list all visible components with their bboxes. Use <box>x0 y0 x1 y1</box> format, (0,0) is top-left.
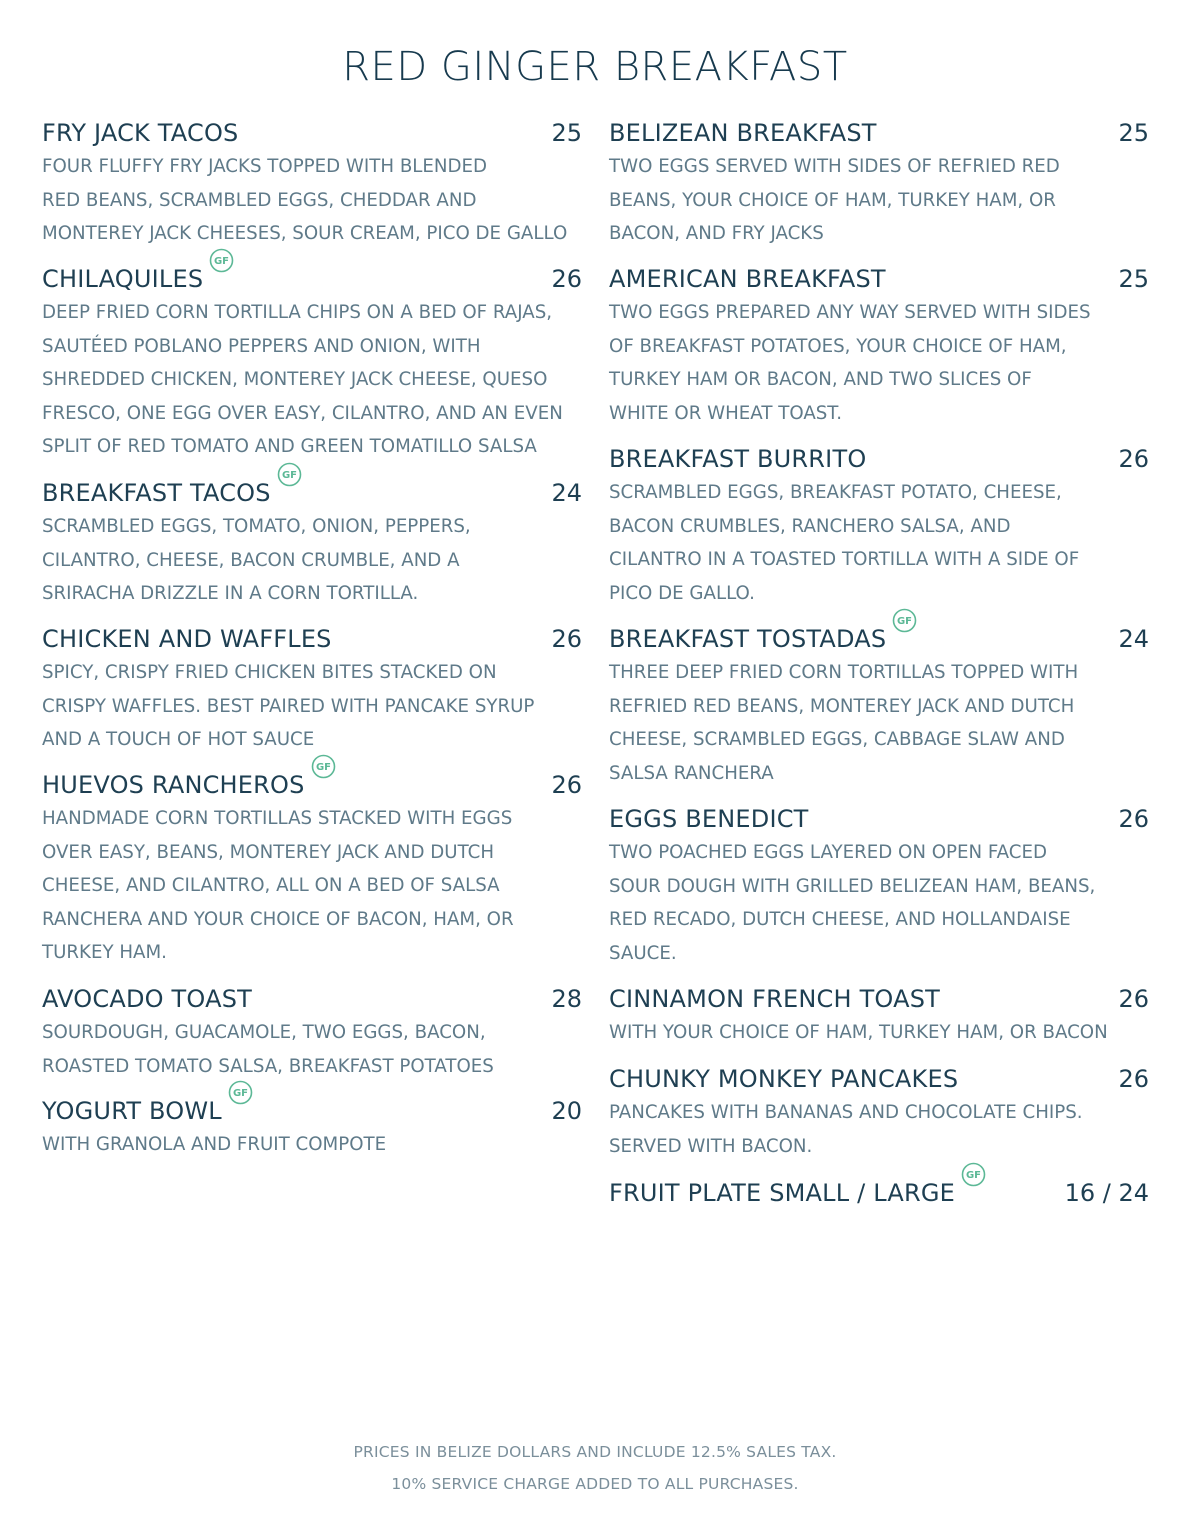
gluten-free-icon <box>228 1080 253 1105</box>
menu-item <box>42 256 582 464</box>
svg-text:GF: GF <box>214 256 230 268</box>
item-name: BREAKFAST TOSTADAS <box>609 625 887 653</box>
svg-text:GF: GF <box>897 616 913 628</box>
item-description: DEEP FRIED CORN TORTILLA CHIPS ON A BED OF RAJAS, SAUTÉED POBLANO PEPPERS AND ONION, WITH SHREDDED CHICKEN, MONTEREY JACK CHEESE, QUESO FRESCO, ONE EGG OVER EASY, CILANTRO, AND AN EVEN SPLIT OF RED TOMATO AND GREEN TOMATILLO SALSA <box>42 302 563 458</box>
item-price: 28 <box>551 985 582 1013</box>
item-name: BREAKFAST BURRITO <box>609 445 867 473</box>
footer-tax-note: PRICES IN BELIZE DOLLARS AND INCLUDE 12.5% SALES TAX. <box>353 1443 837 1461</box>
item-price: 20 <box>551 1097 582 1125</box>
item-name: CHUNKY MONKEY PANCAKES <box>609 1065 959 1093</box>
menu-item <box>42 762 582 970</box>
item-name: CHICKEN AND WAFFLES <box>42 625 332 653</box>
item-description: SOURDOUGH, GUACAMOLE, TWO EGGS, BACON, ROASTED TOMATO SALSA, BREAKFAST POTATOES <box>42 1022 494 1077</box>
item-description: SPICY, CRISPY FRIED CHICKEN BITES STACKED ON CRISPY WAFFLES. BEST PAIRED WITH PANCAKE SYRUP AND A TOUCH OF HOT SAUCE <box>42 662 535 751</box>
item-name: EGGS BENEDICT <box>609 805 809 833</box>
svg-text:GF: GF <box>966 1170 982 1182</box>
menu-item <box>42 470 582 611</box>
item-description: HANDMADE CORN TORTILLAS STACKED WITH EGGS OVER EASY, BEANS, MONTEREY JACK AND DUTCH CHEESE, AND CILANTRO, ALL ON A BED OF SALSA RANCHERA AND YOUR CHOICE OF BACON, HAM, OR TURKEY HAM. <box>42 808 514 964</box>
gluten-free-icon <box>277 462 302 487</box>
item-price: 16 / 24 <box>1064 1179 1149 1207</box>
menu-item <box>609 1170 1149 1210</box>
item-name: CHILAQUILES <box>42 265 204 293</box>
svg-text:GF: GF <box>281 470 297 482</box>
item-name: AMERICAN BREAKFAST <box>609 265 886 293</box>
item-price: 25 <box>1118 119 1149 147</box>
menu-item <box>42 982 582 1083</box>
item-description: WITH GRANOLA AND FRUIT COMPOTE <box>42 1134 387 1155</box>
item-description: SCRAMBLED EGGS, BREAKFAST POTATO, CHEESE, BACON CRUMBLES, RANCHERO SALSA, AND CILANTRO IN A TOASTED TORTILLA WITH A SIDE OF PICO DE GALLO. <box>609 482 1080 604</box>
item-description: WITH YOUR CHOICE OF HAM, TURKEY HAM, OR BACON <box>609 1022 1108 1043</box>
gluten-free-icon <box>961 1162 986 1187</box>
menu-item <box>42 116 582 251</box>
item-name: BREAKFAST TACOS <box>42 479 271 507</box>
item-name: HUEVOS RANCHEROS <box>42 771 305 799</box>
menu-item <box>609 616 1149 790</box>
item-price: 26 <box>551 625 582 653</box>
item-description: SCRAMBLED EGGS, TOMATO, ONION, PEPPERS, CILANTRO, CHEESE, BACON CRUMBLE, AND A SRIRACHA DRIZZLE IN A CORN TORTILLA. <box>42 516 471 605</box>
svg-text:GF: GF <box>232 1088 248 1100</box>
menu-item <box>609 116 1149 251</box>
item-description: FOUR FLUFFY FRY JACKS TOPPED WITH BLENDED RED BEANS, SCRAMBLED EGGS, CHEDDAR AND MONTEREY JACK CHEESES, SOUR CREAM, PICO DE GALLO <box>42 156 568 245</box>
item-price: 26 <box>1118 805 1149 833</box>
menu-item <box>42 622 582 757</box>
item-name: YOGURT BOWL <box>42 1097 222 1125</box>
item-price: 25 <box>551 119 582 147</box>
item-price: 26 <box>1118 445 1149 473</box>
item-price: 24 <box>551 479 582 507</box>
gluten-free-icon <box>892 608 917 633</box>
item-price: 24 <box>1118 625 1149 653</box>
item-price: 26 <box>1118 985 1149 1013</box>
svg-text:GF: GF <box>315 762 331 774</box>
menu-item <box>42 1088 582 1162</box>
item-price: 26 <box>1118 1065 1149 1093</box>
item-description: PANCAKES WITH BANANAS AND CHOCOLATE CHIPS. SERVED WITH BACON. <box>609 1102 1083 1157</box>
item-price: 26 <box>551 265 582 293</box>
item-name: FRUIT PLATE SMALL / LARGE <box>609 1179 956 1207</box>
item-description: TWO POACHED EGGS LAYERED ON OPEN FACED SOUR DOUGH WITH GRILLED BELIZEAN HAM, BEANS, RED RECADO, DUTCH CHEESE, AND HOLLANDAISE SAUCE. <box>609 842 1096 964</box>
menu-title: RED GINGER BREAKFAST <box>342 44 848 90</box>
item-name: CINNAMON FRENCH TOAST <box>609 985 941 1013</box>
gluten-free-icon <box>209 248 234 273</box>
item-description: TWO EGGS PREPARED ANY WAY SERVED WITH SIDES OF BREAKFAST POTATOES, YOUR CHOICE OF HAM, TURKEY HAM OR BACON, AND TWO SLICES OF WHITE OR WHEAT TOAST. <box>609 302 1091 424</box>
menu-item <box>609 1062 1149 1163</box>
item-name: FRY JACK TACOS <box>42 119 239 147</box>
item-name: BELIZEAN BREAKFAST <box>609 119 877 147</box>
menu-item <box>609 262 1149 430</box>
menu-item <box>609 442 1149 610</box>
footer-service-note: 10% SERVICE CHARGE ADDED TO ALL PURCHASES. <box>391 1475 799 1493</box>
item-price: 25 <box>1118 265 1149 293</box>
item-description: THREE DEEP FRIED CORN TORTILLAS TOPPED WITH REFRIED RED BEANS, MONTEREY JACK AND DUTCH CHEESE, SCRAMBLED EGGS, CABBAGE SLAW AND SALSA RANCHERA <box>609 662 1079 784</box>
menu-item <box>609 982 1149 1050</box>
menu-item <box>609 802 1149 970</box>
item-description: TWO EGGS SERVED WITH SIDES OF REFRIED RED BEANS, YOUR CHOICE OF HAM, TURKEY HAM, OR BACON, AND FRY JACKS <box>609 156 1060 245</box>
item-name: AVOCADO TOAST <box>42 985 252 1013</box>
item-price: 26 <box>551 771 582 799</box>
gluten-free-icon <box>311 754 336 779</box>
